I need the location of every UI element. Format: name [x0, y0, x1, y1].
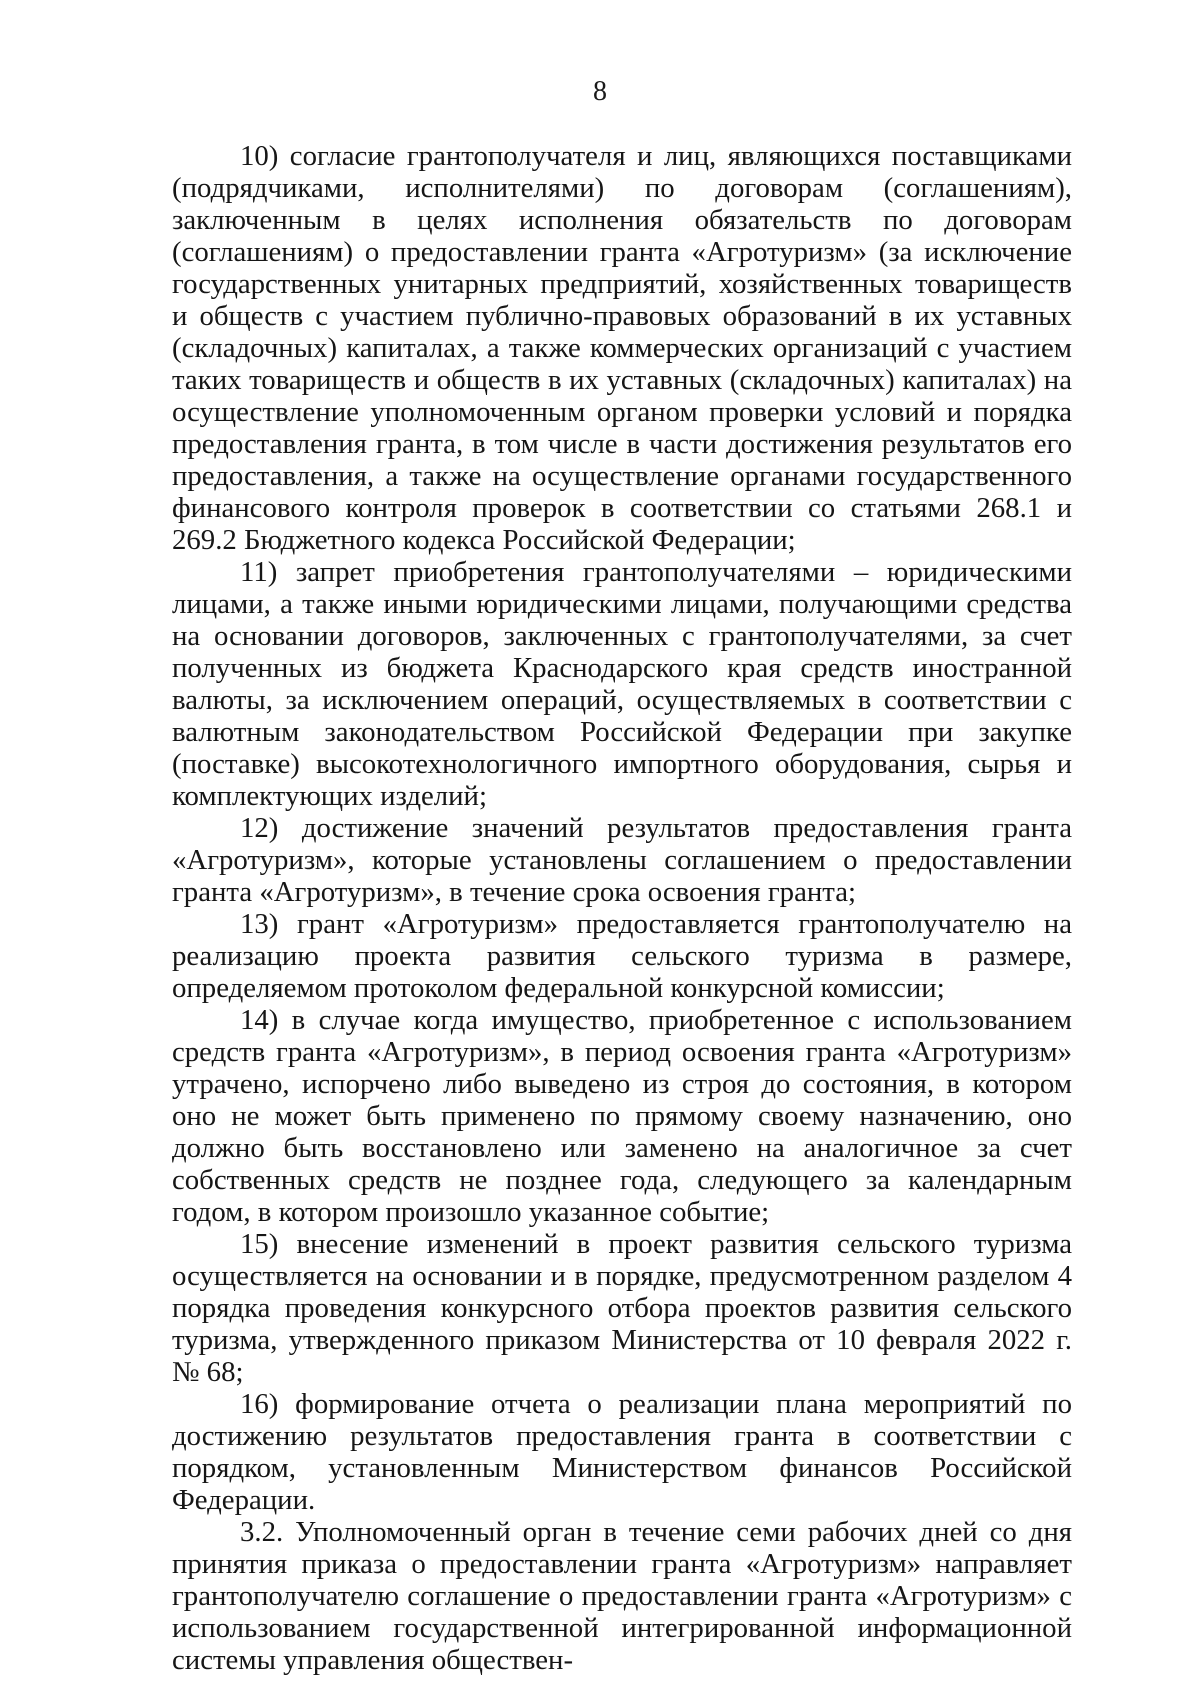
paragraph-section-3-2: 3.2. Уполномоченный орган в течение семи рабочих дней со дня принятия приказа о предоставлении гранта «Агротуризм» направляет грантополучателю соглашение о предоставлении гранта «Агротуризм» с использованием государственной интегрированной информационной системы управления обществен-: [172, 1516, 1072, 1676]
page-number: 8: [593, 76, 607, 107]
document-body: [172, 140, 1072, 1676]
paragraph-item-11: 11) запрет приобретения грантополучателями – юридическими лицами, а также иными юридическими лицами, получающими средства на основании договоров, заключенных с грантополучателями, за счет полученных из бюджета Краснодарского края средств иностранной валюты, за исключением операций, осуществляемых в соответствии с валютным законодательством Российской Федерации при закупке (поставке) высокотехнологичного импортного оборудования, сырья и комплектующих изделий;: [172, 556, 1072, 812]
paragraph-item-13: 13) грант «Агротуризм» предоставляется грантополучателю на реализацию проекта развития сельского туризма в размере, определяемом протоколом федеральной конкурсной комиссии;: [172, 908, 1072, 1004]
paragraph-item-10: 10) согласие грантополучателя и лиц, являющихся поставщиками (подрядчиками, исполнителями) по договорам (соглашениям), заключенным в целях исполнения обязательств по договорам (соглашениям) о предоставлении гранта «Агротуризм» (за исключение государственных унитарных предприятий, хозяйственных товариществ и обществ с участием публично-правовых образований в их уставных (складочных) капиталах, а также коммерческих организаций с участием таких товариществ и обществ в их уставных (складочных) капиталах) на осуществление уполномоченным органом проверки условий и порядка предоставления гранта, в том числе в части достижения результатов его предоставления, а также на осуществление органами государственного финансового контроля проверок в соответствии со статьями 268.1 и 269.2 Бюджетного кодекса Российской Федерации;: [172, 140, 1072, 556]
paragraph-item-14: 14) в случае когда имущество, приобретенное с использованием средств гранта «Агротуризм», в период освоения гранта «Агротуризм» утрачено, испорчено либо выведено из строя до состояния, в котором оно не может быть применено по прямому своему назначению, оно должно быть восстановлено или заменено на аналогичное за счет собственных средств не позднее года, следующего за календарным годом, в котором произошло указанное событие;: [172, 1004, 1072, 1228]
paragraph-item-12: 12) достижение значений результатов предоставления гранта «Агротуризм», которые установлены соглашением о предоставлении гранта «Агротуризм», в течение срока освоения гранта;: [172, 812, 1072, 908]
paragraph-item-16: 16) формирование отчета о реализации плана мероприятий по достижению результатов предоставления гранта в соответствии с порядком, установленным Министерством финансов Российской Федерации.: [172, 1388, 1072, 1516]
paragraph-item-15: 15) внесение изменений в проект развития сельского туризма осуществляется на основании и в порядке, предусмотренном разделом 4 порядка проведения конкурсного отбора проектов развития сельского туризма, утвержденного приказом Министерства от 10 февраля 2022 г. № 68;: [172, 1228, 1072, 1388]
